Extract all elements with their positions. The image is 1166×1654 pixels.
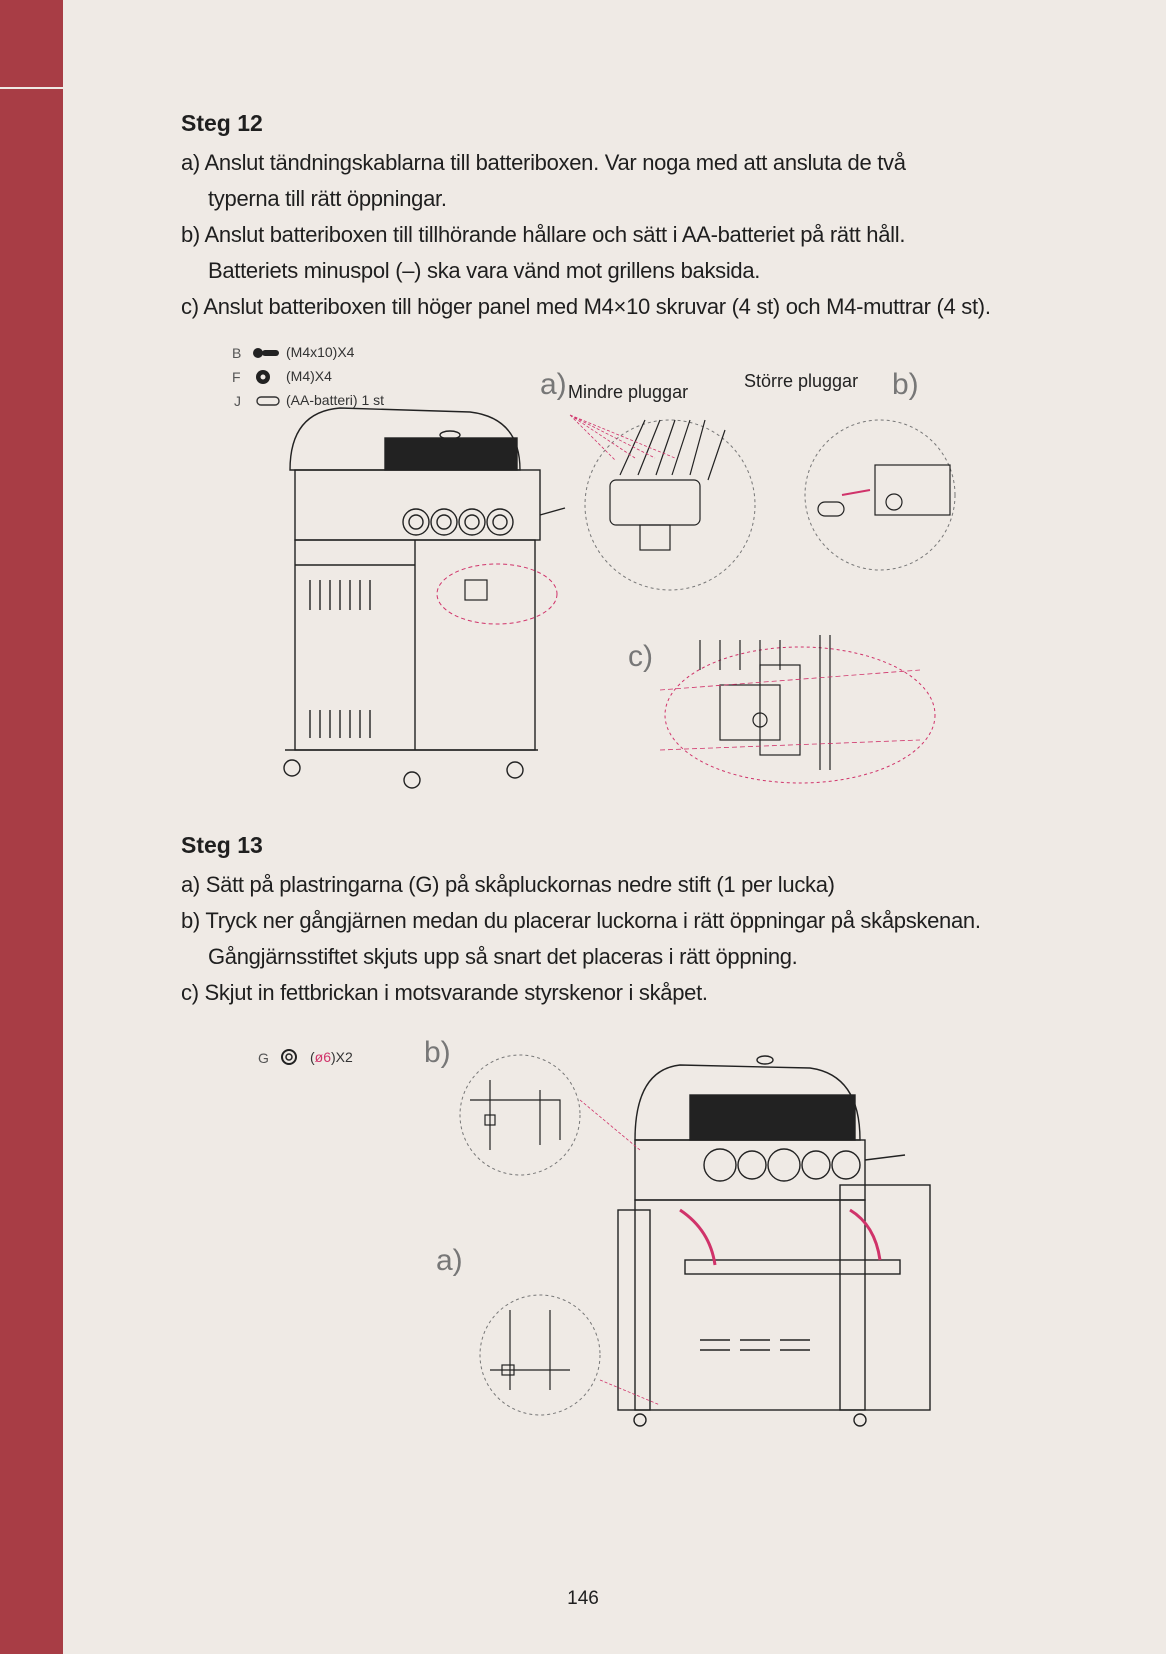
callout-smaller-plugs: Mindre pluggar <box>568 382 689 402</box>
part-letter-f: F <box>232 369 241 385</box>
sidebar-band <box>0 0 63 1654</box>
detail-label-b: b) <box>424 1036 451 1069</box>
step-12-item-a: a) Anslut tändningskablarna till batteriboxen. Var noga med att ansluta de två typerna till rätt öppningar. <box>181 150 906 211</box>
detail-label-a: a) <box>436 1244 463 1277</box>
step-13-item-a: a) Sätt på plastringarna (G) på skåpluckornas nedre stift (1 per lucka) <box>181 872 835 897</box>
part-letter-j: J <box>234 393 241 409</box>
step-13-item-b: b) Tryck ner gångjärnen medan du placerar luckorna i rätt öppningar på skåpskenan. Gångjärnsstiftet skjuts upp så snart det placeras i rätt öppning. <box>181 908 981 969</box>
part-spec-j: (AA-batteri) 1 st <box>286 392 385 408</box>
step-12-instructions <box>181 145 1081 325</box>
part-letter-g: G <box>258 1050 269 1066</box>
part-letter-b: B <box>232 345 242 361</box>
step-12-figure <box>220 340 1020 800</box>
step-13 <box>181 832 1081 1011</box>
step-12-item-c: c) Anslut batteriboxen till höger panel med M4×10 skruvar (4 st) och M4-muttrar (4 st). <box>181 294 991 319</box>
sidebar-divider <box>0 87 63 89</box>
detail-label-b: b) <box>892 368 919 401</box>
part-spec-g: (ø6)X2 <box>310 1049 353 1065</box>
grill-door-diagram <box>240 1020 970 1430</box>
step-13-item-c: c) Skjut in fettbrickan i motsvarande styrskenor i skåpet. <box>181 980 708 1005</box>
grill-battery-box-diagram <box>220 340 1020 800</box>
detail-label-a: a) <box>540 368 567 401</box>
page-number: 146 <box>567 1588 599 1609</box>
callout-larger-plugs: Större pluggar <box>744 371 859 391</box>
step-13-title: Steg 13 <box>181 832 263 858</box>
step-12-item-b: b) Anslut batteriboxen till tillhörande hållare och sätt i AA-batteriet på rätt håll. Batteriets minuspol (–) ska vara vänd mot grillens baksida. <box>181 222 906 283</box>
step-12-title: Steg 12 <box>181 110 263 136</box>
step-13-instructions <box>181 867 1081 1011</box>
part-spec-b: (M4x10)X4 <box>286 344 355 360</box>
part-spec-f: (M4)X4 <box>286 368 332 384</box>
step-13-figure <box>240 1020 970 1430</box>
step-12 <box>181 110 1081 325</box>
detail-label-c: c) <box>628 640 653 673</box>
